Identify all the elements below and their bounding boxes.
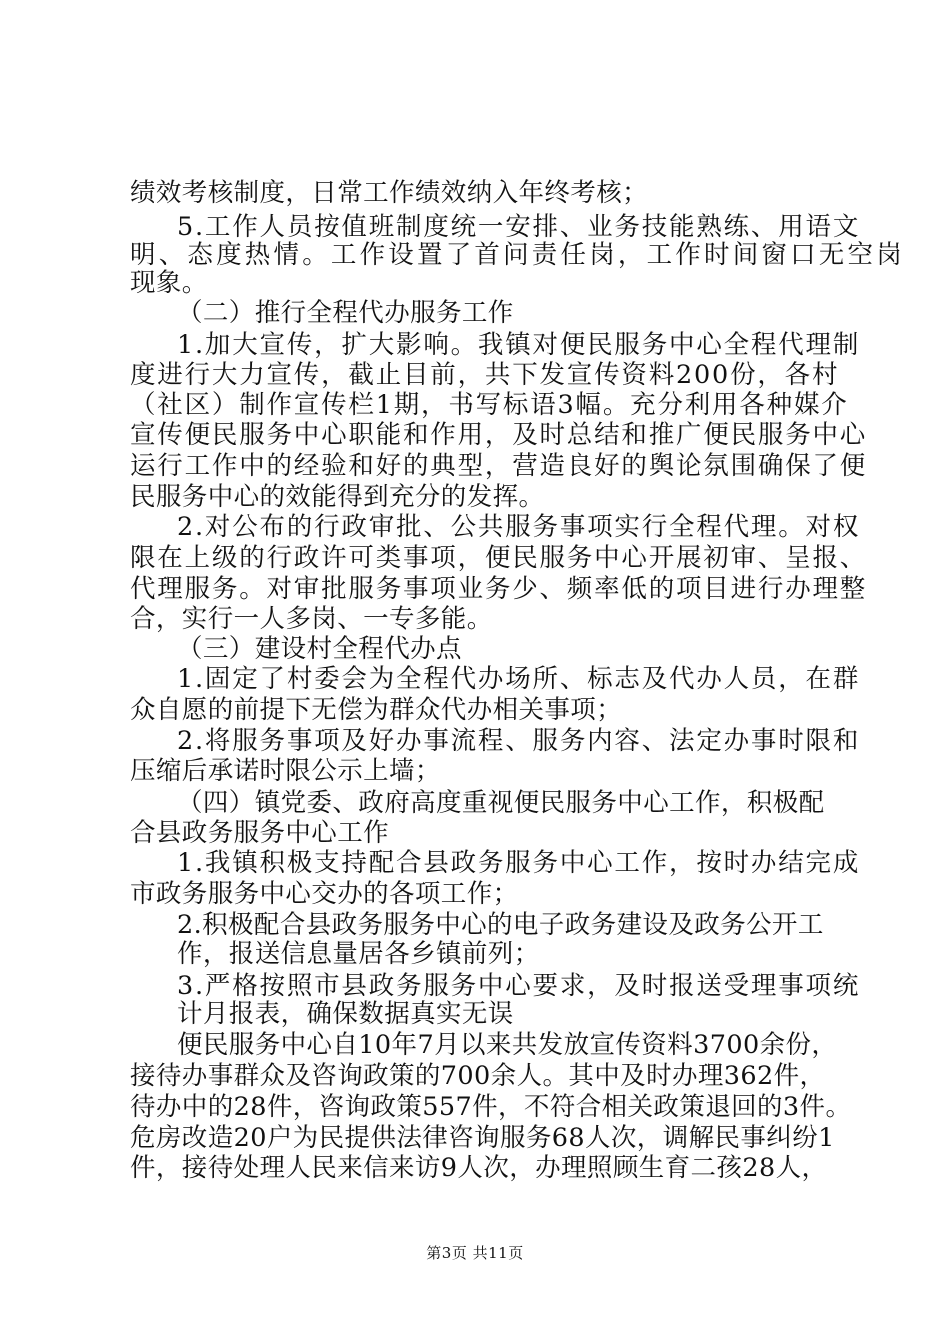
text-line: 危房改造20户为民提供法律咨询服务68人次，调解民事纠纷1: [130, 1123, 835, 1153]
text-line: 1.加大宣传，扩大影响。我镇对便民服务中心全程代理制: [177, 330, 861, 360]
text-line: 民服务中心的效能得到充分的发挥。: [130, 482, 545, 512]
text-line: 5.工作人员按值班制度统一安排、业务技能熟练、用语文: [177, 212, 861, 242]
text-line: 限在上级的行政许可类事项，便民服务中心开展初审、呈报、: [130, 543, 868, 573]
text-line: 市政务服务中心交办的各项工作；: [130, 879, 519, 909]
text-line: 众自愿的前提下无偿为群众代办相关事项；: [130, 695, 623, 725]
section-heading: （三）建设村全程代办点: [177, 634, 462, 664]
text-line: 接待办事群众及咨询政策的700余人。其中及时办理362件，: [130, 1061, 826, 1091]
text-line: 现象。: [130, 268, 208, 298]
text-line: 宣传便民服务中心职能和作用，及时总结和推广便民服务中心: [130, 420, 868, 450]
text-line: 便民服务中心自10年7月以来共发放宣传资料3700余份，: [177, 1030, 838, 1060]
text-line: 2.对公布的行政审批、公共服务事项实行全程代理。对权: [177, 512, 861, 542]
text-line: 件，接待处理人民来信来访9人次，办理照顾生育二孩28人，: [130, 1153, 828, 1183]
section-heading: （四）镇党委、政府高度重视便民服务中心工作，积极配: [177, 788, 825, 818]
text-line: 2.将服务事项及好办事流程、服务内容、法定办事时限和: [177, 726, 861, 756]
text-line: 1.我镇积极支持配合县政务服务中心工作，按时办结完成: [177, 848, 861, 878]
text-line: 压缩后承诺时限公示上墙；: [130, 756, 441, 786]
text-line: 绩效考核制度，日常工作绩效纳入年终考核；: [130, 178, 649, 208]
text-line: 1.固定了村委会为全程代办场所、标志及代办人员，在群: [177, 664, 861, 694]
text-line: 待办中的28件，咨询政策557件，不符合相关政策退回的3件。: [130, 1092, 852, 1122]
section-heading-cont: 合县政务服务中心工作: [130, 818, 390, 848]
text-line: 作，报送信息量居各乡镇前列；: [177, 939, 540, 969]
text-line: （社区）制作宣传栏1期，书写标语3幅。充分利用各种媒介: [130, 390, 849, 420]
text-line: 明、态度热情。工作设置了首问责任岗，工作时间窗口无空岗: [130, 240, 905, 270]
text-line: 运行工作中的经验和好的典型，营造良好的舆论氛围确保了便: [130, 451, 868, 481]
page-footer: 第3页 共11页: [426, 1244, 524, 1262]
text-line: 代理服务。对审批服务事项业务少、频率低的项目进行办理整: [130, 574, 868, 604]
text-line: 3.严格按照市县政务服务中心要求，及时报送受理事项统: [177, 971, 861, 1001]
text-line: 合，实行一人多岗、一专多能。: [130, 604, 493, 634]
text-line: 2.积极配合县政务服务中心的电子政务建设及政务公开工: [177, 910, 824, 940]
text-line: 计月报表，确保数据真实无误: [177, 999, 514, 1029]
text-line: 度进行大力宣传，截止目前，共下发宣传资料200份，各村: [130, 360, 840, 390]
section-heading: （二）推行全程代办服务工作: [177, 298, 514, 328]
